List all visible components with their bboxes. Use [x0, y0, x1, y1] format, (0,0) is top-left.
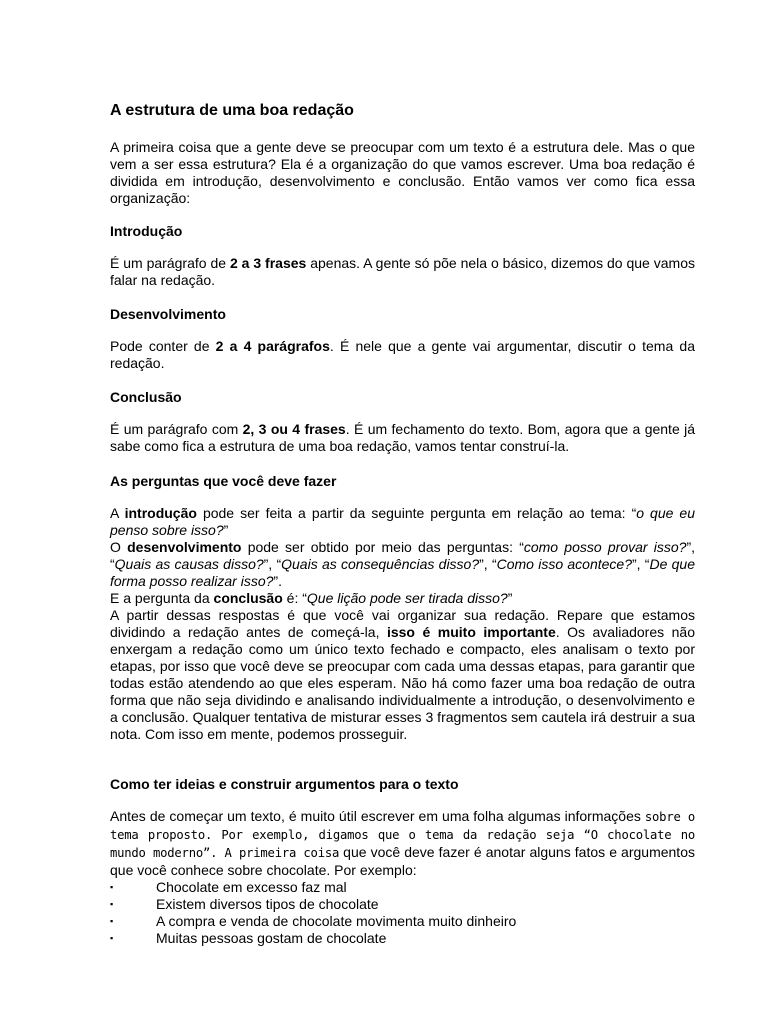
bullet-icon: ▪	[110, 916, 114, 926]
heading-ideias: Como ter ideias e construir argumentos para o texto	[110, 776, 459, 792]
heading-desenvolvimento: Desenvolvimento	[110, 306, 226, 322]
bullet-icon: ▪	[110, 933, 114, 943]
list-item: ▪ A compra e venda de chocolate movimenta muito dinheiro	[110, 913, 517, 929]
intro-paragraph: A primeira coisa que a gente deve se preocupar com um texto é a estrutura dele. Mas o que vem a ser essa estrutura? Ela é a organização do que vamos escrever. Uma boa redação é dividida em introdução, desenvolvimento e conclusão. Então vamos ver como fica essa organização:	[110, 139, 695, 206]
paragraph-desenvolvimento: Pode conter de 2 a 4 parágrafos. É nele que a gente vai argumentar, discutir o tema da redação.	[110, 338, 695, 371]
section-desenvolvimento	[110, 306, 695, 372]
bullet-icon: ▪	[110, 899, 114, 909]
list-item: ▪ Muitas pessoas gostam de chocolate	[110, 930, 387, 946]
list-item: ▪ Chocolate em excesso faz mal	[110, 879, 347, 895]
paragraph-pergunta-introducao: A introdução pode ser feita a partir da seguinte pergunta em relação ao tema: “o que eu penso sobre isso?”	[110, 505, 695, 538]
page-title: A estrutura de uma boa redação	[110, 102, 354, 119]
heading-conclusao: Conclusão	[110, 389, 182, 405]
paragraph-pergunta-desenvolvimento: O desenvolvimento pode ser obtido por meio das perguntas: “como posso provar isso?”, “Quais as causas disso?”, “Quais as consequências disso?”, “Como isso acontece?”, “De que forma posso realizar isso?”.	[110, 539, 696, 589]
section-conclusao	[110, 389, 695, 455]
section-ideias	[110, 776, 695, 947]
heading-perguntas: As perguntas que você deve fazer	[110, 473, 337, 489]
paragraph-pergunta-conclusao: E a pergunta da conclusão é: “Que lição pode ser tirada disso?”	[110, 590, 513, 606]
section-introducao	[110, 223, 695, 289]
bullet-icon: ▪	[110, 882, 114, 892]
paragraph-introducao: É um parágrafo de 2 a 3 frases apenas. A gente só põe nela o básico, dizemos do que vamos falar na redação.	[110, 255, 695, 288]
paragraph-conclusao: É um parágrafo com 2, 3 ou 4 frases. É um fechamento do texto. Bom, agora que a gente já sabe como fica a estrutura de uma boa redação, vamos tentar construí-la.	[110, 421, 695, 454]
bullet-list	[110, 879, 695, 947]
paragraph-partir-respostas: A partir dessas respostas é que você vai organizar sua redação. Repare que estamos dividindo a redação antes de começá-la, isso é muito importante. Os avaliadores não enxergam a redação como um único texto fechado e compacto, eles analisam o texto por etapas, por isso que você deve se preocupar com cada uma dessas etapas, para garantir que todas estão atendendo ao que eles esperam. Não há como fazer uma boa redação de outra forma que não seja dividindo e analisando individualmente a introdução, o desenvolvimento e a conclusão. Qualquer tentativa de misturar esses 3 fragmentos sem cautela irá destruir a sua nota. Com isso em mente, podemos prosseguir.	[110, 607, 695, 742]
paragraph-ideias: Antes de começar um texto, é muito útil escrever em uma folha algumas informações sobre o tema proposto. Por exemplo, digamos que o tema da redação seja “O chocolate no mundo moderno”. A primeira coisa que você deve fazer é anotar alguns fatos e argumentos que você conhece sobre chocolate. Por exemplo:	[110, 808, 696, 878]
heading-introducao: Introdução	[110, 223, 183, 239]
list-item: ▪ Existem diversos tipos de chocolate	[110, 896, 379, 912]
section-perguntas	[110, 473, 695, 743]
